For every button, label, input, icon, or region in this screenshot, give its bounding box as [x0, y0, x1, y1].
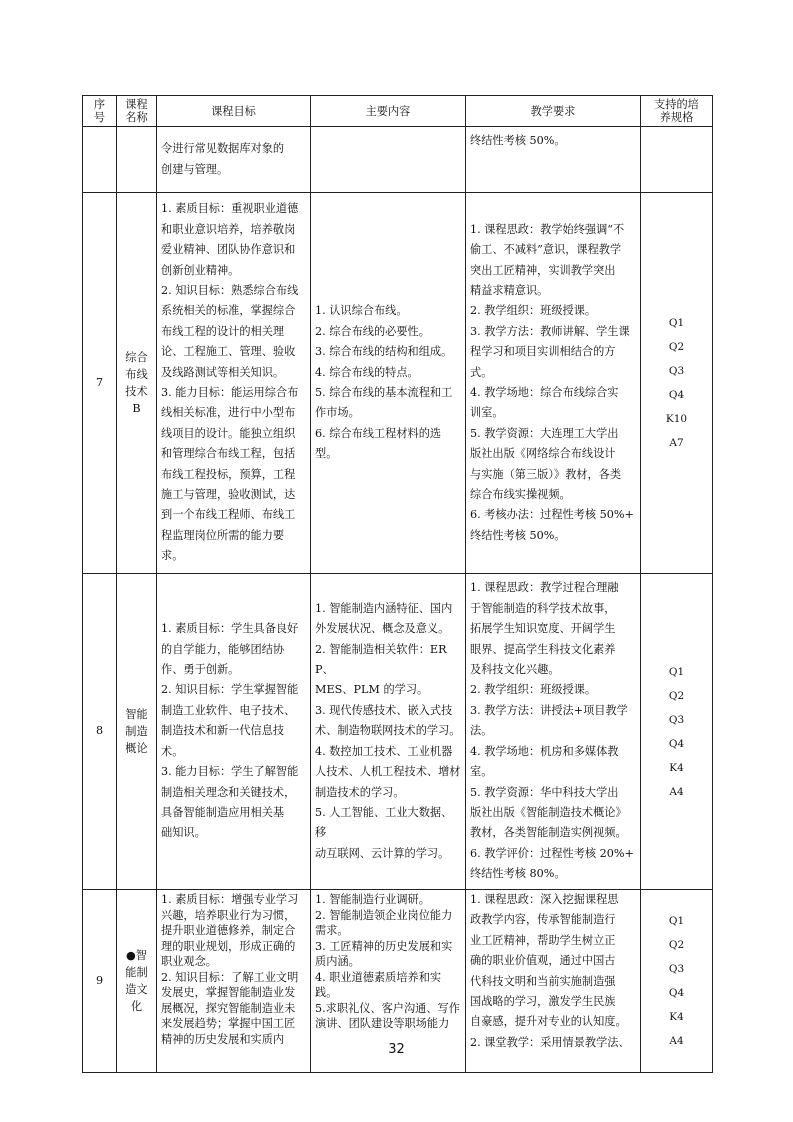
cell-seq: 9 [83, 890, 117, 1073]
cell-seq: 8 [83, 574, 117, 890]
header-course-name: 课程名称 [117, 96, 157, 127]
course-table [82, 95, 713, 1073]
cell-course-name: 智能 制造 概论 [117, 574, 157, 890]
cell-course-goal: 1. 素质目标：学生具备良好 的自学能力，能够团结协 作、勇于创新。 2. 知识目标：学生掌握智能 制造工业软件、电子技术、 制造技术和新一代信息技 术。 3. 能力目标：学生了解智能 制造相关理念和关键技术， 具备智能制造应用相关基 础知识。 [157, 574, 311, 890]
table-row [83, 574, 713, 890]
page-number: 32 [388, 1042, 405, 1057]
cell-teaching-req: 1. 课程思政：教学始终强调“不 偷工、不减料”意识，课程教学 突出工匠精神，实训教学突出 精益求精意识。 2. 教学组织：班级授课。 3. 教学方法：教师讲解、学生课 程学习和项目实训相结合的方 式。 4. 教学场地：综合布线综合实 训室。 5. 教学资源：大连理工大学出 版社出版《网络综合布线设计 与实施（第三版）》教材，各类 综合布线实操视频。 6. 考核办法：过程性考核 50%+ 终结性考核 50%。 [466, 193, 641, 574]
cell-spec: Q1 Q2 Q3 Q4 K10 A7 [641, 193, 713, 574]
cell-course-name [117, 127, 157, 193]
header-teaching-req: 教学要求 [466, 96, 641, 127]
cell-course-name: ●智 能制 造文 化 [117, 890, 157, 1073]
cell-teaching-req: 1. 课程思政：教学过程合理融 于智能制造的科学技术故事， 拓展学生知识宽度、开阔学生 眼界、提高学生科技文化素养 及科技文化兴趣。 2. 教学组织：班级授课。 3. 教学方法：讲授法+项目教学 法。 4. 教学场地：机房和多媒体教 室。 5. 教学资源：华中科技大学出 版社出版《智能制造技术概论》 教材，各类智能制造实例视频。 6. 教学评价：过程性考核 20%+ 终结性考核 80%。 [466, 574, 641, 890]
table-header-row [83, 96, 713, 127]
cell-seq: 7 [83, 193, 117, 574]
cell-spec: Q1 Q2 Q3 Q4 K4 A4 [641, 890, 713, 1073]
header-spec: 支持的培养规格 [641, 96, 713, 127]
cell-seq [83, 127, 117, 193]
cell-spec: Q1 Q2 Q3 Q4 K4 A4 [641, 574, 713, 890]
table-row [83, 127, 713, 193]
cell-main-content: 1. 智能制造内涵特征、国内 外发展状况、概念及意义。 2. 智能制造相关软件：ERP、 MES、PLM 的学习。 3. 现代传感技术、嵌入式技 术、制造物联网技术的学习。 4. 数控加工技术、工业机器 人技术、人机工程技术、增材 制造技术的学习。 5. 人工智能、工业大数据、移 动互联网、云计算的学习。 [311, 574, 466, 890]
cell-main-content [311, 127, 466, 193]
cell-course-name: 综合 布线 技术 B [117, 193, 157, 574]
cell-main-content: 1. 认识综合布线。 2. 综合布线的必要性。 3. 综合布线的结构和组成。 4. 综合布线的特点。 5. 综合布线的基本流程和工 作市场。 6. 综合布线工程材料的选 型。 [311, 193, 466, 574]
cell-course-goal: 1. 素质目标：增强专业学习 兴趣，培养职业行为习惯， 提升职业道德修养，制定合 理的职业规划，形成正确的 职业观念。 2. 知识目标：了解工业文明 发展史，掌握智能制造业发 展概况，探究智能制造业未 来发展趋势；掌握中国工匠 精神的历史发展和实质内 [157, 890, 311, 1073]
header-course-goal: 课程目标 [157, 96, 311, 127]
header-main-content: 主要内容 [311, 96, 466, 127]
cell-main-content: 1. 智能制造行业调研。 2. 智能制造领企业岗位能力 需求。 3. 工匠精神的历史发展和实 质内涵。 4. 职业道德素质培养和实 践。 5.求职礼仪、客户沟通、写作 演讲、团队建设等职场能力 [311, 890, 466, 1073]
cell-course-goal: 令进行常见数据库对象的 创建与管理。 [157, 127, 311, 193]
header-seq: 序号 [83, 96, 117, 127]
cell-course-goal: 1. 素质目标：重视职业道德 和职业意识培养，培养敬岗 爱业精神、团队协作意识和 创新创业精神。 2. 知识目标：熟悉综合布线 系统相关的标准，掌握综合 布线工程的设计的相关理 论、工程施工、管理、验收 及线路测试等相关知识。 3. 能力目标：能运用综合布 线相关标准，进行中小型布 线项目的设计。能独立组织 和管理综合布线工程，包括 布线工程投标，预算，工程 施工与管理，验收测试，达 到一个布线工程师、布线工 程监理岗位所需的能力要 求。 [157, 193, 311, 574]
cell-teaching-req: 终结性考核 50%。 [466, 127, 641, 193]
cell-teaching-req: 1. 课程思政：深入挖掘课程思 政教学内容，传承智能制造行 业工匠精神，帮助学生树立正 确的职业价值观，通过中国古 代科技文明和当前实施制造强 国战略的学习，激发学生民族 自豪感，提升对专业的认知度。 2. 课堂教学：采用情景教学法、 [466, 890, 641, 1073]
cell-spec [641, 127, 713, 193]
table-row [83, 193, 713, 574]
